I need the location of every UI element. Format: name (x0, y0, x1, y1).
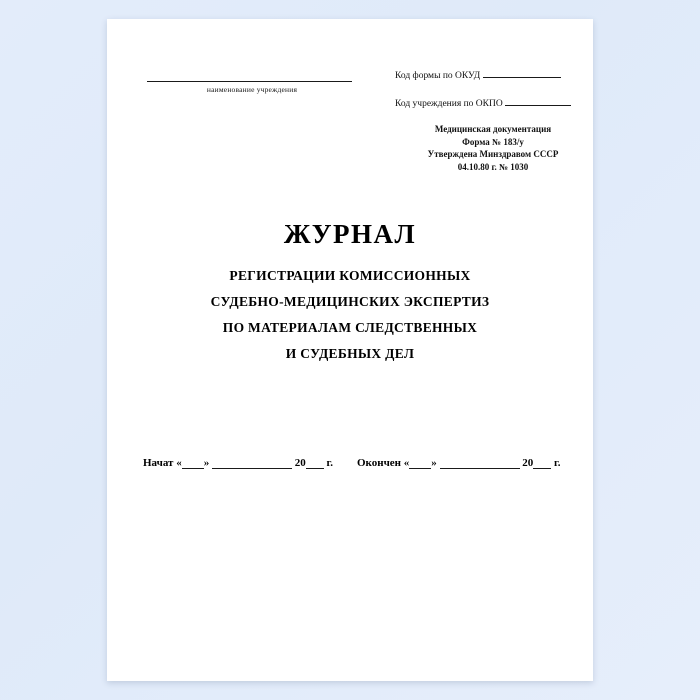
med-doc-line-1: Медицинская документация (434, 124, 552, 134)
year-suffix-start: г. (326, 457, 333, 469)
month-blank-end (440, 457, 520, 469)
subtitle-line-1: РЕГИСТРАЦИИ КОМИССИОННЫХ (229, 268, 471, 283)
day-blank-start (182, 457, 204, 469)
date-started-field (143, 457, 333, 469)
med-doc-line-3: Утверждена Минздравом СССР (427, 149, 559, 159)
code-value-okpo (505, 95, 571, 106)
code-row-okpo (395, 95, 585, 109)
subtitle-line-3: ПО МАТЕРИАЛАМ СЛЕДСТВЕННЫХ (222, 320, 478, 335)
institution-caption: наименование учреждения (206, 85, 298, 94)
quote-open-end: « (403, 457, 410, 469)
code-value-okud (483, 67, 561, 78)
date-finished-field (357, 457, 561, 469)
code-row-okud (395, 67, 585, 81)
document-sheet (107, 19, 593, 681)
year-prefix-start: 20 (294, 457, 306, 469)
year-blank-end (533, 457, 551, 469)
quote-close-start: » (203, 457, 210, 469)
institution-name-line (147, 67, 352, 82)
quote-close-end: » (431, 457, 437, 469)
month-blank-start (212, 457, 292, 469)
year-blank-start (306, 457, 324, 469)
subtitle-line-2: СУДЕБНО-МЕДИЦИНСКИХ ЭКСПЕРТИЗ (210, 294, 490, 309)
med-doc-line-4: 04.10.80 г. № 1030 (457, 161, 529, 172)
page-title: ЖУРНАЛ (283, 219, 417, 249)
year-prefix-end: 20 (522, 457, 534, 469)
med-doc-block (395, 123, 591, 173)
code-label-okud: Код формы по ОКУД (395, 71, 481, 81)
day-blank-end (409, 457, 431, 469)
med-doc-line-2: Форма № 183/у (462, 136, 524, 147)
codes-block (395, 67, 585, 123)
date-finished-label: Окончен (357, 457, 402, 469)
institution-block (147, 67, 357, 94)
code-label-okpo: Код учреждения по ОКПО (395, 99, 503, 109)
date-started-label: Начат (143, 457, 174, 469)
year-suffix-end: г. (554, 457, 561, 469)
quote-open-start: « (176, 457, 182, 469)
subtitle-line-4: И СУДЕБНЫХ ДЕЛ (285, 346, 415, 361)
title-block (107, 219, 593, 372)
document-inner (107, 19, 593, 681)
